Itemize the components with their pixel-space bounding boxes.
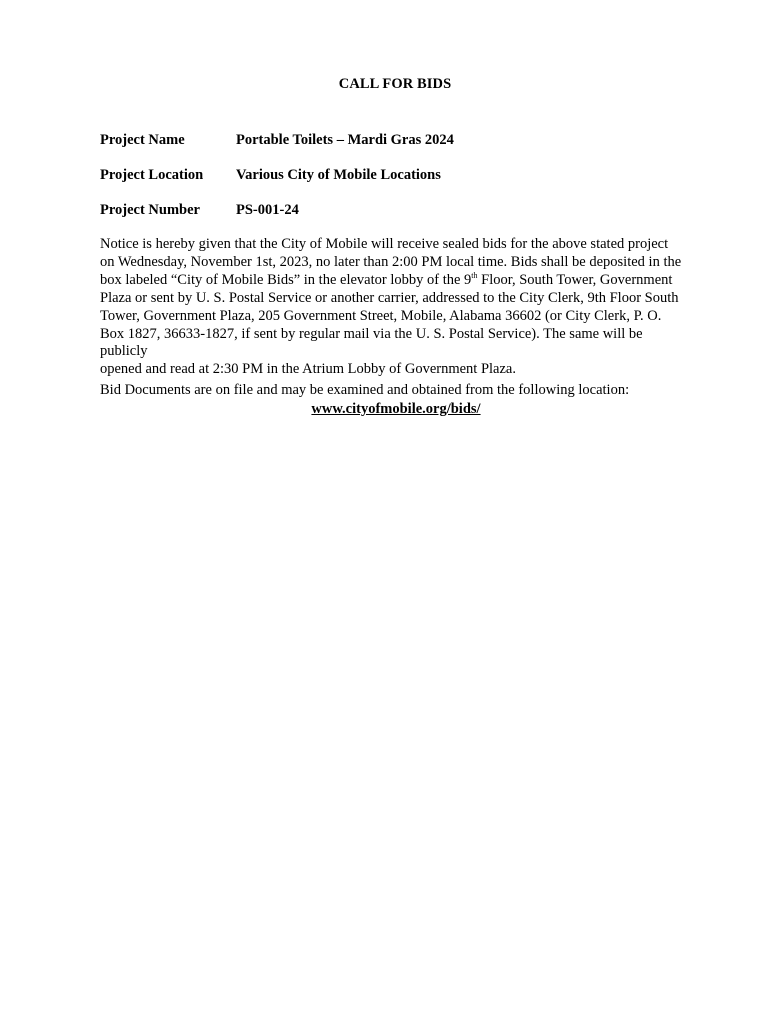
notice-line [100, 272, 692, 290]
project-number-label: Project Number [100, 202, 200, 218]
bids-website-link[interactable]: www.cityofmobile.org/bids/ [311, 401, 481, 417]
project-location-value: Various City of Mobile Locations [236, 167, 441, 183]
notice-line: on Wednesday, November 1st, 2023, no later than 2:00 PM local time. Bids shall be deposited in the [100, 253, 682, 270]
document-title: CALL FOR BIDS [338, 76, 452, 92]
notice-line: Notice is hereby given that the City of Mobile will receive sealed bids for the above stated project [100, 236, 669, 252]
bid-documents-section [100, 381, 692, 418]
project-name-label: Project Name [100, 132, 185, 148]
bid-documents-link-line [100, 400, 692, 418]
project-number-value: PS-001-24 [236, 202, 299, 218]
ordinal-superscript: th [471, 270, 478, 280]
project-location-label: Project Location [100, 167, 204, 183]
bid-notice-paragraph [100, 236, 692, 379]
project-name-value: Portable Toilets – Mardi Gras 2024 [236, 132, 454, 148]
notice-line: opened and read at 2:30 PM in the Atrium Lobby of Government Plaza. [100, 361, 516, 378]
notice-line-text: box labeled “City of Mobile Bids” in the elevator lobby of the 9 [100, 271, 472, 288]
bid-documents-text: Bid Documents are on file and may be examined and obtained from the following location: [100, 382, 630, 398]
notice-line-text: Floor, South Tower, Government [477, 271, 673, 288]
notice-line: Box 1827, 36633-1827, if sent by regular mail via the U. S. Postal Service). The same will be publicly [100, 325, 643, 360]
notice-line: Tower, Government Plaza, 205 Government Street, Mobile, Alabama 36602 (or City Clerk, P. O. [100, 307, 662, 324]
notice-line: Plaza or sent by U. S. Postal Service or another carrier, addressed to the City Clerk, 9th Floor South [100, 289, 679, 306]
